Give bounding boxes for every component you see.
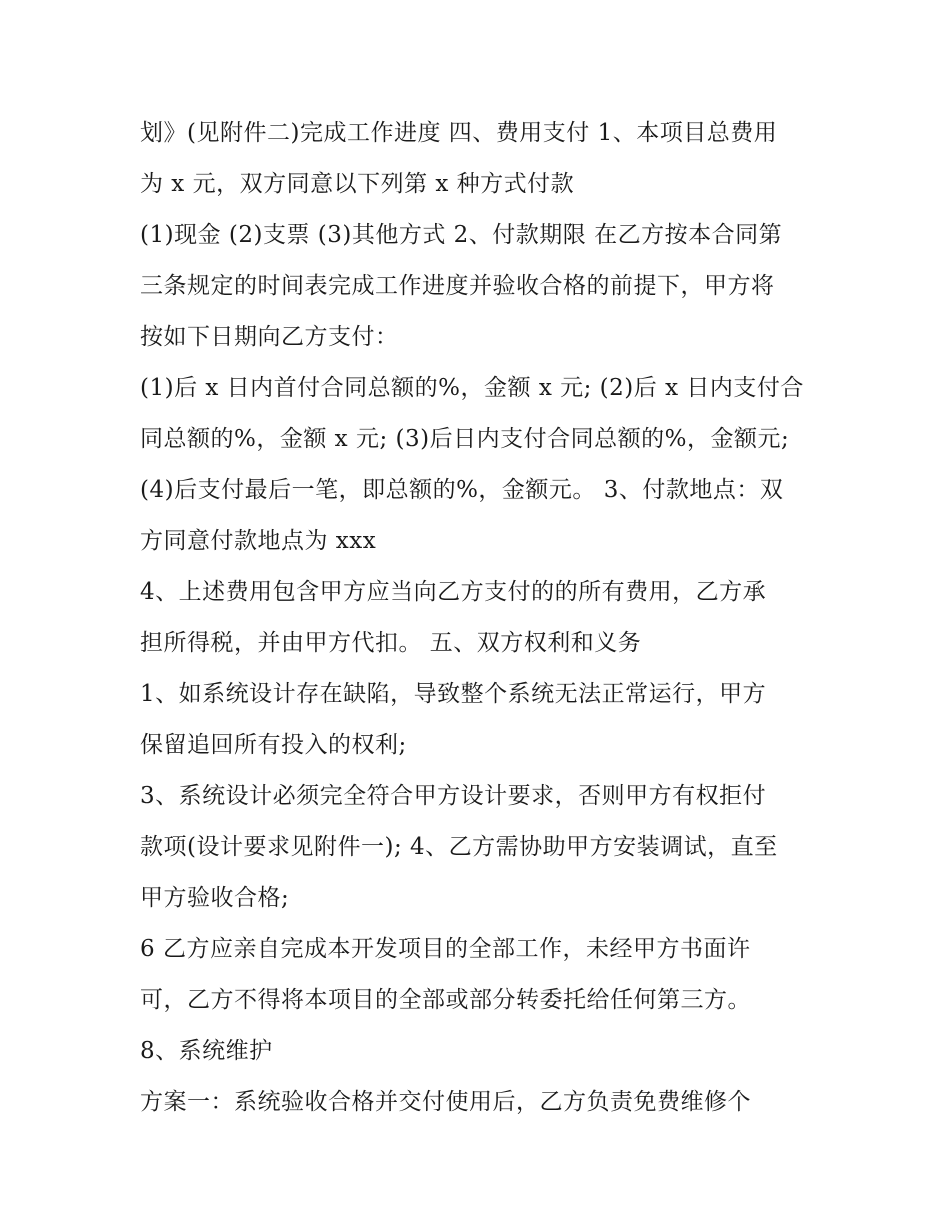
document-body bbox=[140, 108, 820, 1128]
text-line: 三条规定的时间表完成工作进度并验收合格的前提下，甲方将 bbox=[140, 273, 775, 299]
text-line: 同总额的%，金额 x 元; (3)后日内支付合同总额的%，金额元; bbox=[140, 426, 790, 452]
text-line: 按如下日期向乙方支付： bbox=[140, 324, 399, 350]
text-line: 甲方验收合格; bbox=[140, 885, 290, 911]
text-line: 款项(设计要求见附件一); 4、乙方需协助甲方安装调试，直至 bbox=[140, 834, 778, 860]
text-line: (1)后 x 日内首付合同总额的%，金额 x 元; (2)后 x 日内支付合 bbox=[140, 375, 804, 401]
text-line: 8、系统维护 bbox=[140, 1038, 273, 1064]
text-line: 为 x 元，双方同意以下列第 x 种方式付款 bbox=[140, 171, 575, 197]
text-line: (1)现金 (2)支票 (3)其他方式 2、付款期限 在乙方按本合同第 bbox=[140, 222, 783, 248]
text-line: 担所得税，并由甲方代扣。 五、双方权利和义务 bbox=[140, 630, 642, 656]
text-line: 4、上述费用包含甲方应当向乙方支付的的所有费用，乙方承 bbox=[140, 579, 767, 605]
text-line: 方同意付款地点为 xxx bbox=[140, 528, 377, 554]
text-line: 保留追回所有投入的权利; bbox=[140, 732, 407, 758]
text-line: 可，乙方不得将本项目的全部或部分转委托给任何第三方。 bbox=[140, 987, 751, 1013]
text-line: 划》(见附件二)完成工作进度 四、费用支付 1、本项目总费用 bbox=[140, 120, 778, 146]
text-line: 1、如系统设计存在缺陷，导致整个系统无法正常运行，甲方 bbox=[140, 681, 767, 707]
text-line: (4)后支付最后一笔，即总额的%，金额元。 3、付款地点：双 bbox=[140, 477, 784, 503]
text-line: 3、系统设计必须完全符合甲方设计要求，否则甲方有权拒付 bbox=[140, 783, 767, 809]
text-line: 6 乙方应亲自完成本开发项目的全部工作，未经甲方书面许 bbox=[140, 936, 751, 962]
text-line: 方案一：系统验收合格并交付使用后，乙方负责免费维修个 bbox=[140, 1089, 751, 1115]
